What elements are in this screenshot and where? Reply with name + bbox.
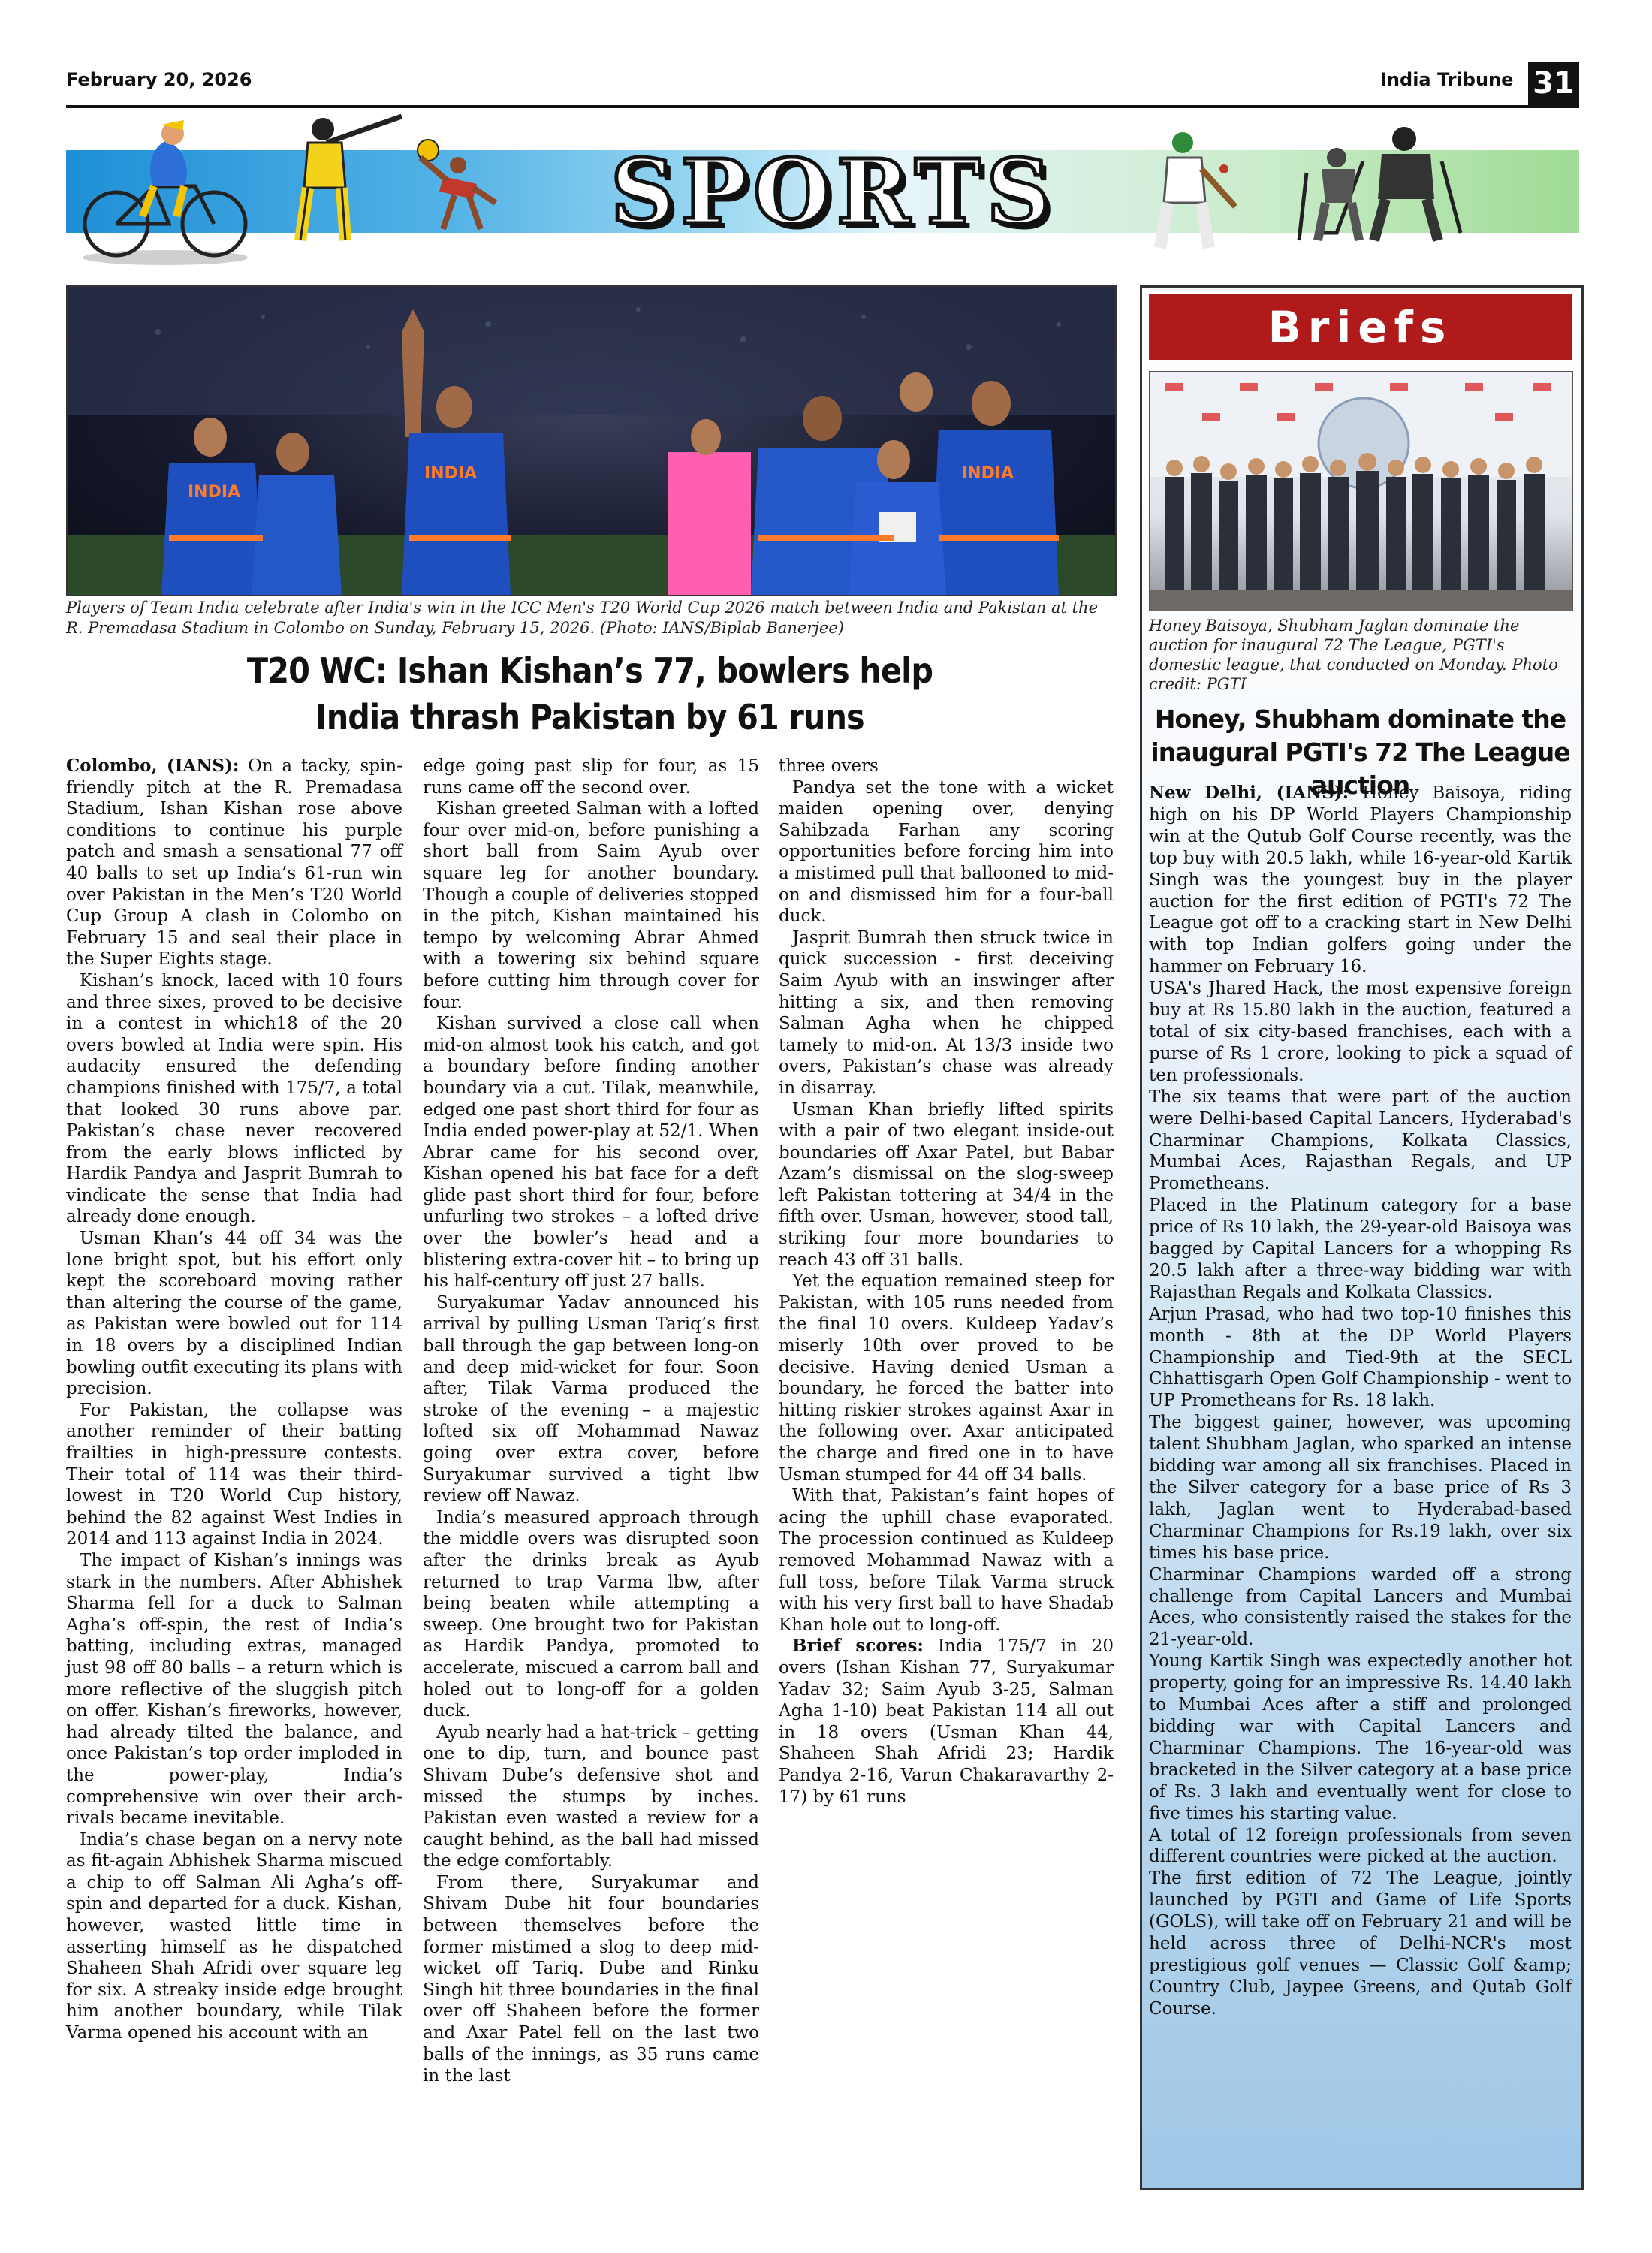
briefs-paragraph: Charminar Champions warded off a strong challenge from Capital Lancers and Mumbai Aces, who consistently raised the stakes for the 21-year-old. <box>1149 1564 1572 1650</box>
article-column-2 <box>423 756 759 2087</box>
article-column-1 <box>66 756 402 2044</box>
article-paragraph: Ayub nearly had a hat-trick – getting one to dip, turn, and bounce past Shivam Dube’s defensive shot and missed the stumps by inches. Pakistan even wasted a review for a caught behind, as the ball had missed the edge comfortably. <box>423 1722 759 1871</box>
dateline: Colombo, (IANS): <box>66 756 240 776</box>
briefs-heading: Briefs <box>1149 294 1572 360</box>
briefs-paragraph: A total of 12 foreign professionals from seven different countries were picked at the auction. <box>1149 1825 1572 1867</box>
briefs-paragraph: USA's Jhared Hack, the most expensive foreign buy at Rs 15.80 lakh in the auction, featured a total of six city-based franchises, each with a purse of Rs 1 crore, looking to pick a squad of ten professionals. <box>1149 979 1572 1085</box>
briefs-photo <box>1149 371 1573 611</box>
svg-text:INDIA: INDIA <box>424 464 478 483</box>
headline-line-2: India thrash Pakistan by 61 runs <box>315 697 864 737</box>
cyclist-icon <box>71 111 259 269</box>
cricket-batsman-icon <box>282 113 409 248</box>
article-paragraph: edge going past slip for four, as 15 runs came off the second over. <box>423 756 759 798</box>
page-number: 31 <box>1528 62 1579 105</box>
article-paragraph: Kishan survived a close call when mid-on almost took his catch, and got a boundary before finding another boundary via a cut. Tilak, meanwhile, edged one past short third for four as India ended power-play at 52/1. When Abrar came for his second over, Kishan opened his bat face for a deft glide past short third for four, before unfurling two strokes – a lofted drive over the bowler’s head and a blistering extra-cover hit – to bring up his half-century off just 27 balls. <box>423 1014 759 1292</box>
article-paragraph: With that, Pakistan’s faint hopes of acing the uphill chase evaporated. The procession continued as Kuldeep removed Mohammad Nawaz with a full toss, before Tilak Varma struck with his very first ball to have Shadab Khan hole out to long-off. <box>779 1486 1114 1635</box>
hockey-players-icon <box>1292 120 1464 248</box>
article-paragraph: three overs <box>779 756 879 776</box>
article-paragraph: Yet the equation remained steep for Pakistan, with 105 runs needed from the final 10 overs. Kuldeep Yadav’s miserly 10th over proved to be decisive. Having denied Usman a boundary, he forced the batter into hitting riskier strokes against Axar in the following over. Axar anticipated the charge and fired one in to have Usman stumped for 44 off 34 balls. <box>779 1271 1114 1485</box>
briefs-paragraph: The first edition of 72 The League, jointly launched by PGTI and Game of Life Sports (GOLS), will take off on February 21 and will be held across three of Delhi-NCR's most prestigious golf venues — Classic Golf &amp; Country Club, Jaypee Greens, and Qutab Golf Course. <box>1149 1868 1572 2019</box>
briefs-dateline: New Delhi, (IANS): <box>1149 783 1349 803</box>
volleyball-player-icon <box>398 135 503 233</box>
svg-text:INDIA: INDIA <box>961 464 1014 483</box>
article-paragraph: Pandya set the tone with a wicket maiden opening over, denying Sahibzada Farhan any scoring opportunities before forcing him into a mistimed pull that ballooned to mid-on and dismissed him for a four-ball duck. <box>779 777 1114 927</box>
briefs-paragraph: The six teams that were part of the auction were Delhi-based Capital Lancers, Hyderabad's Charminar Champions, Kolkata Classics, Mumbai Aces, Rajasthan Regals, and UP Prometheans. <box>1149 1087 1572 1194</box>
article-paragraph: Colombo, (IANS): On a tacky, spin-friendly pitch at the R. Premadasa Stadium, Ishan Kishan rose above conditions to continue his purple patch and smash a sensational 77 off 40 balls to set up India’s 61-run win over Pakistan in the Men’s T20 World Cup Group A clash in Colombo on February 15 and seal their place in the Super Eights stage. <box>66 756 402 970</box>
briefs-body <box>1149 783 1572 2020</box>
article-paragraph: Suryakumar Yadav announced his arrival by pulling Usman Tariq’s first ball through the gap between long-on and deep mid-wicket for four. Soon after, Tilak Varma produced the stroke of the evening – a majestic lofted six off Mohammad Nawaz going over extra cover, before Suryakumar survived a tight lbw review off Nawaz. <box>423 1292 759 1507</box>
briefs-photo-caption: Honey Baisoya, Shubham Jaglan dominate the auction for inaugural 72 The League, PGTI's domestic league, that conducted on Monday. Photo credit: PGTI <box>1149 617 1558 693</box>
article-paragraph: For Pakistan, the collapse was another reminder of their batting frailties in high-pressure contests. Their total of 114 was their third-lowest in T20 World Cup history, behind the 82 against West Indies in 2014 and 113 against India in 2024. <box>66 1400 402 1549</box>
briefs-paragraph: Young Kartik Singh was expectedly another hot property, going for an impressive Rs. 14.40 lakh to Mumbai Aces after a stiff and prolonged bidding war with Capital Lancers and Charminar Champions. The 16-year-old was bracketed in the Silver category at a base price of Rs. 3 lakh and eventually went for close to five times his starting value. <box>1149 1651 1572 1823</box>
main-headline <box>119 647 1062 740</box>
main-photo <box>66 285 1117 596</box>
pgti-auction-group-image <box>1150 372 1572 611</box>
team-india-celebration-image <box>68 287 1115 595</box>
svg-text:INDIA: INDIA <box>188 483 241 502</box>
brief-scores: Brief scores: India 175/7 in 20 overs (Ishan Kishan 77, Suryakumar Yadav 32; Saim Ayub 3-25, Salman Agha 1-10) beat Pakistan 114 all out in 18 overs (Usman Khan 44, Shaheen Shah Afridi 23; Hardik Pandya 2-16, Varun Chakaravarthy 2-17) by 61 runs <box>779 1636 1114 1807</box>
brief-scores-label: Brief scores: <box>792 1636 924 1657</box>
article-paragraph: Jasprit Bumrah then struck twice in quick succession - first deceiving Saim Ayub with an inswinger after hitting a six, and then removing Salman Agha when he chipped tamely to mid-on. At 13/3 inside two overs, Pakistan’s chase was already in disarray. <box>779 927 1114 1098</box>
article-paragraph: India’s chase began on a nervy note as fit-again Abhishek Sharma miscued a chip to off Salman Ali Agha’s off-spin and departed for a duck. Kishan, however, wasted little time in asserting himself as he dispatched Shaheen Shah Afridi over square leg for six. A streaky inside edge brought him another boundary, while Tilak Varma opened his account with an <box>66 1829 402 2043</box>
article-paragraph: Kishan’s knock, laced with 10 fours and three sixes, proved to be decisive in a contest in which18 of the 20 overs bowled at India were spin. His audacity ensured the defending champions finished with 175/7, a total that looked 30 runs above par. Pakistan’s chase never recovered from the early blows inflicted by Hardik Pandya and Jasprit Bumrah to vindicate the sense that India had already done enough. <box>66 970 402 1227</box>
cricket-batsman-2-icon <box>1130 124 1243 252</box>
briefs-paragraph: The biggest gainer, however, was upcoming talent Shubham Jaglan, who sparked an intense bidding war among all six franchises. Placed in the Silver category for a base price of Rs 3 lakh, Jaglan went to Hyderabad-based Charminar Champions for Rs.19 lakh, over six times his base price. <box>1149 1413 1572 1563</box>
publication-name: India Tribune <box>1380 69 1514 90</box>
issue-date: February 20, 2026 <box>66 69 252 90</box>
article-column-3 <box>779 756 1114 1808</box>
article-paragraph: Usman Khan’s 44 off 34 was the lone bright spot, but his effort only kept the scoreboard moving rather than altering the course of the game, as Pakistan were bowled out for 114 in 18 overs by a disciplined Indian bowling outfit executing its plans with precision. <box>66 1229 402 1399</box>
article-paragraph: India’s measured approach through the middle overs was disrupted soon after the drinks break as Ayub returned to trap Varma lbw, after being beaten while attempting a sweep. One brought two for Pakistan as Hardik Pandya, promoted to accelerate, miscued a carrom ball and holed out to long-off for a golden duck. <box>423 1507 759 1721</box>
article-paragraph: The impact of Kishan’s innings was stark in the numbers. After Abhishek Sharma fell for a duck to Salman Agha’s off-spin, the rest of India’s batting, including extras, managed just 98 off 80 balls – a return which is more reflective of the sluggish pitch on offer. Kishan’s fireworks, however, had already tilted the balance, and once Pakistan’s top order imploded in the power-play, India’s comprehensive win over their arch-rivals became inevitable. <box>66 1550 402 1829</box>
briefs-paragraph: Placed in the Platinum category for a base price of Rs 10 lakh, the 29-year-old Baisoya was bagged by Capital Lancers for a whopping Rs 20.5 lakh after a three-way bidding war with Rajasthan Regals and Kolkata Classics. <box>1149 1196 1572 1302</box>
section-title: SPORTS <box>610 139 1057 244</box>
headline-line-1: T20 WC: Ishan Kishan’s 77, bowlers help <box>246 650 933 691</box>
article-paragraph: From there, Suryakumar and Shivam Dube hit four boundaries between themselves before the former mistimed a slog to deep mid-wicket off Tariq. Dube and Rinku Singh hit three boundaries in the final over off Shaheen before the former and Axar Patel fell on the last two balls of the innings, as 35 runs came in the last <box>423 1872 759 2086</box>
header-rule <box>66 105 1579 108</box>
briefs-paragraph: Arjun Prasad, who had two top-10 finishes this month - 8th at the DP World Players Championship and Tied-9th at the SECL Chhattisgarh Open Golf Championship - went to UP Prometheans for Rs. 18 lakh. <box>1149 1304 1572 1411</box>
briefs-paragraph: New Delhi, (IANS): Honey Baisoya, riding high on his DP World Players Championship win at the Qutub Golf Course recently, was the top buy with 20.5 lakh, while 16-year-old Kartik Singh was the youngest buy in the player auction for the first edition of PGTI's 72 The League got off to a cracking start in New Delhi with top Indian golfers going under the hammer on February 16. <box>1149 783 1572 977</box>
article-paragraph: Kishan greeted Salman with a lofted four over mid-on, before punishing a short ball from Saim Ayub over square leg for another boundary. Though a couple of deliveries stopped in the pitch, Kishan maintained his tempo by welcoming Abrar Ahmed with a towering six behind square before cutting him through cover for four. <box>423 799 759 1012</box>
article-paragraph: Usman Khan briefly lifted spirits with a pair of two elegant inside-out boundaries off Axar Patel, but Babar Azam’s dismissal on the slog-sweep left Pakistan tottering at 34/4 in the fifth over. Usman, however, stood tall, striking four more boundaries to reach 43 off 31 balls. <box>779 1099 1114 1270</box>
briefs-headline: Honey, Shubham dominate the inaugural PGTI's 72 The League auction <box>1150 704 1570 800</box>
main-photo-caption: Players of Team India celebrate after India's win in the ICC Men's T20 World Cup 2026 match between India and Pakistan at the R. Premadasa Stadium in Colombo on Sunday, February 15, 2026. (Photo: IANS/Biplab Banerjee) <box>66 599 1098 637</box>
